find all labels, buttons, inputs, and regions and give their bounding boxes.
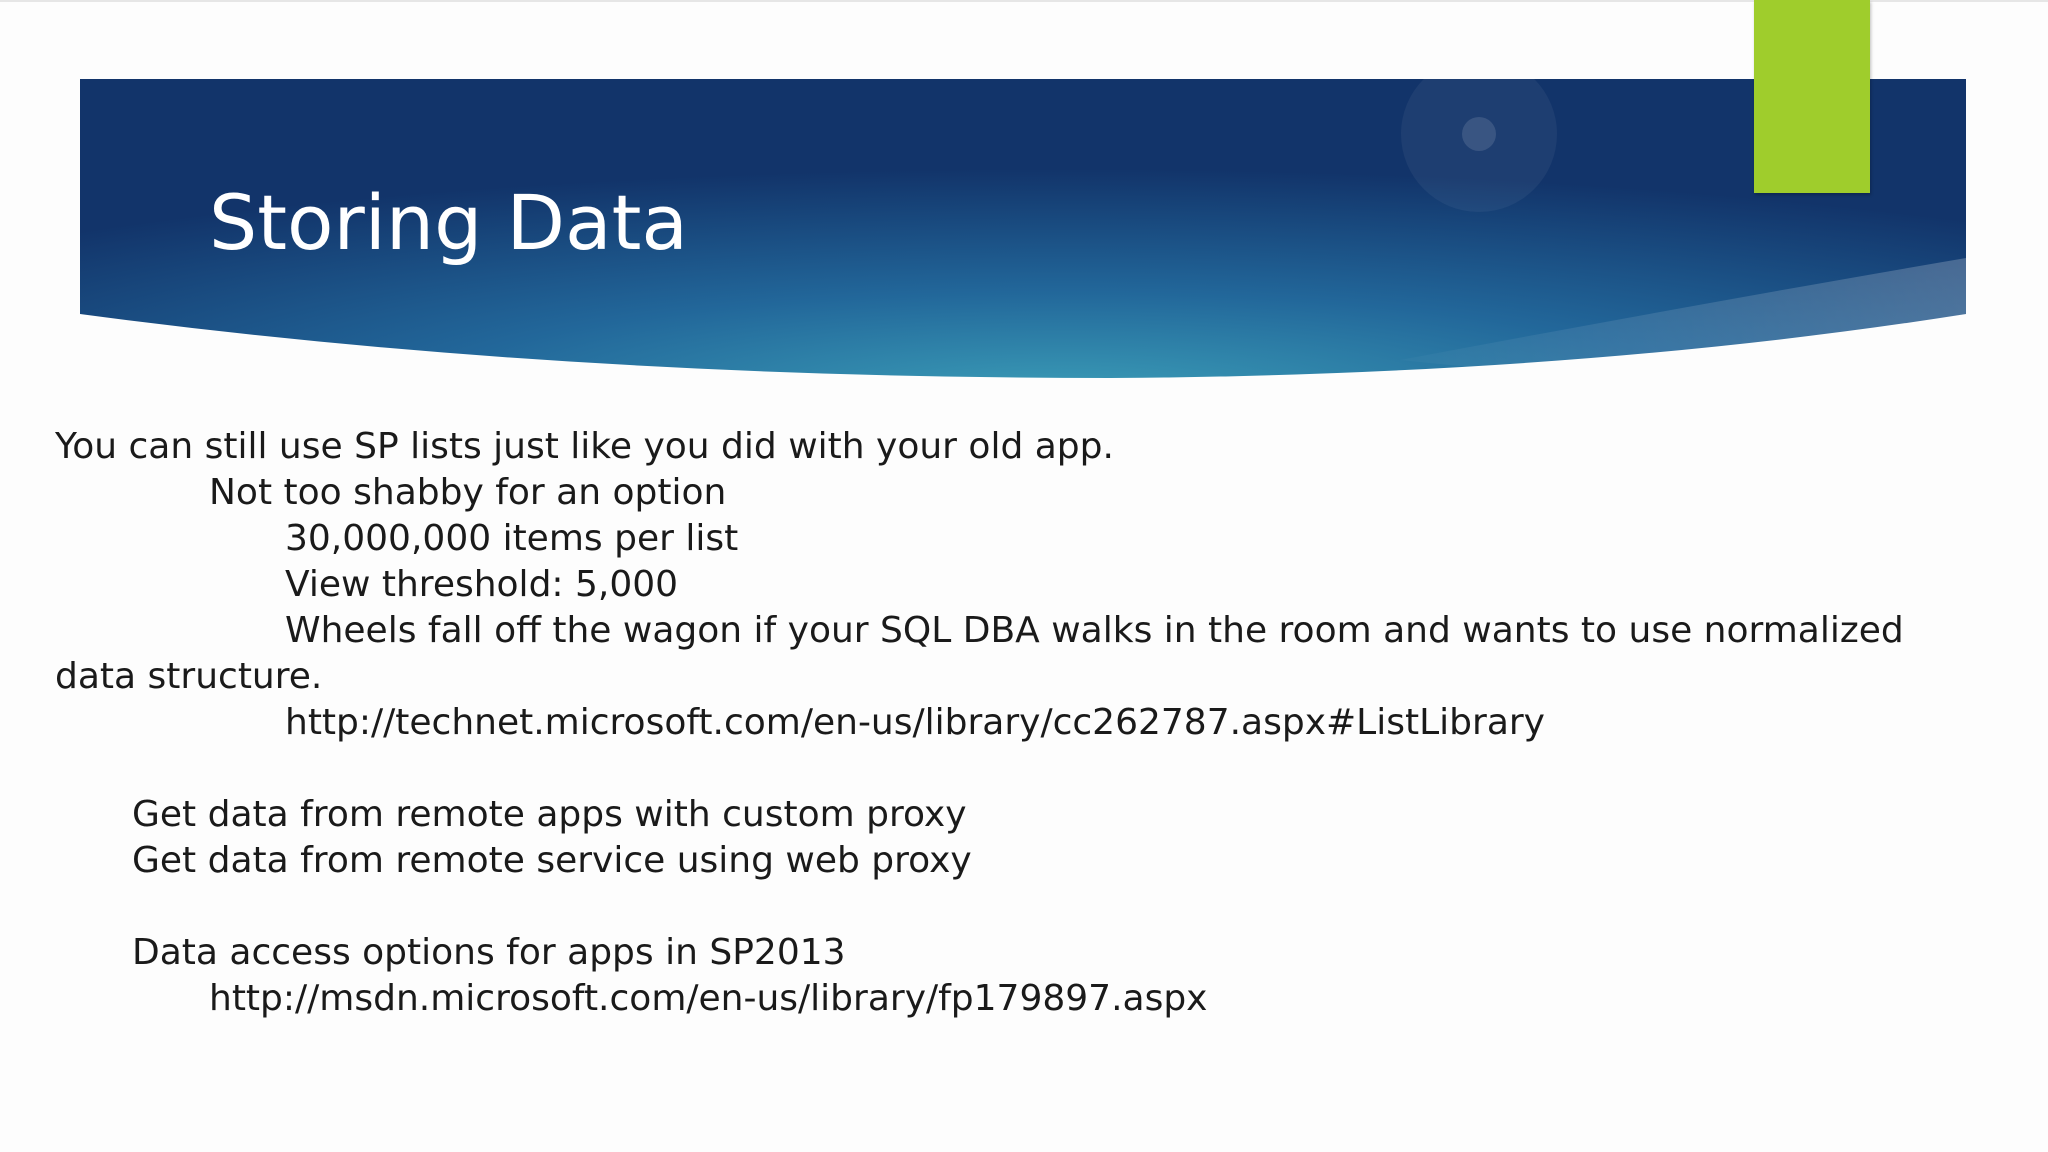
body-line-2: Not too shabby for an option bbox=[209, 472, 727, 513]
body-line-1: You can still use SP lists just like you did with your old app. bbox=[55, 426, 1114, 467]
body-line-6: data structure. bbox=[55, 656, 323, 697]
accent-tab bbox=[1754, 0, 1870, 193]
link-msdn[interactable]: http://msdn.microsoft.com/en-us/library/fp179897.aspx bbox=[209, 978, 1208, 1019]
body-line-8: Get data from remote apps with custom proxy bbox=[132, 794, 967, 835]
body-line-9: Get data from remote service using web proxy bbox=[132, 840, 972, 881]
decor-dot bbox=[1462, 117, 1496, 151]
body-line-5: Wheels fall off the wagon if your SQL DBA walks in the room and wants to use normalized bbox=[285, 610, 1904, 651]
body-line-4: View threshold: 5,000 bbox=[285, 564, 679, 605]
slide-title: Storing Data bbox=[209, 178, 688, 267]
body-line-3: 30,000,000 items per list bbox=[285, 518, 739, 559]
body-line-10: Data access options for apps in SP2013 bbox=[132, 932, 846, 973]
link-technet[interactable]: http://technet.microsoft.com/en-us/library/cc262787.aspx#ListLibrary bbox=[285, 702, 1545, 743]
